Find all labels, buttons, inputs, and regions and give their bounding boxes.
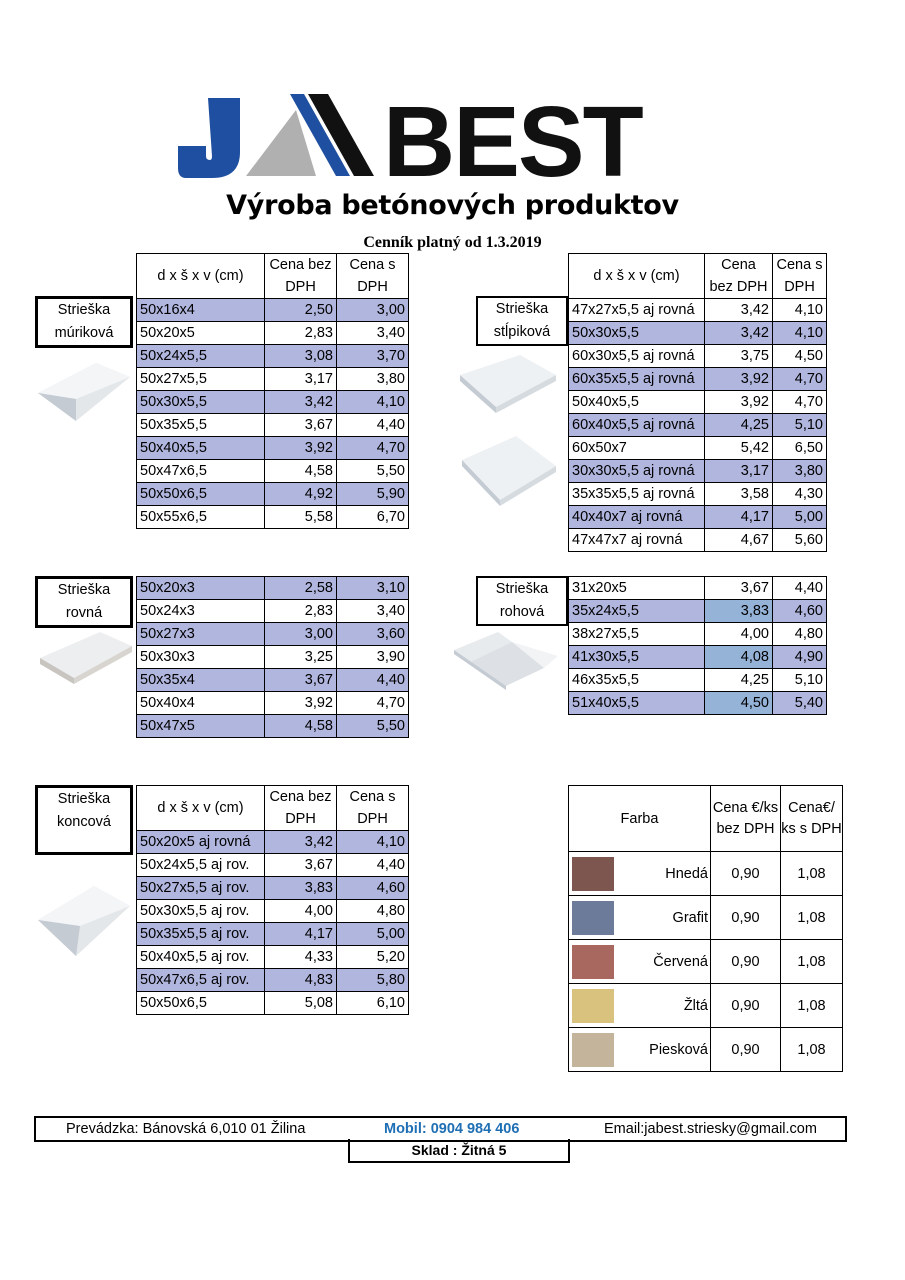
cell-dimensions: 50x50x6,5 (137, 992, 265, 1015)
cell-price-inc-vat: 5,00 (773, 506, 827, 529)
header-dims: d x š x v (cm) (137, 254, 265, 299)
footer-email[interactable]: Email:jabest.striesky@gmail.com (604, 1121, 817, 1137)
price-row (569, 345, 827, 368)
label-koncova: Strieška koncová (35, 785, 133, 855)
cell-price-inc-vat: 4,40 (773, 577, 827, 600)
header-price-inc: Cena s DPH (773, 254, 827, 299)
color-swatch (572, 1033, 614, 1067)
price-row (137, 414, 409, 437)
cell-price-inc-vat: 6,10 (337, 992, 409, 1015)
price-row (137, 345, 409, 368)
cell-price-inc-vat: 3,10 (337, 577, 409, 600)
table-colors (568, 785, 843, 1072)
header-dims: d x š x v (cm) (569, 254, 705, 299)
cell-dimensions: 50x47x5 (137, 715, 265, 738)
color-row (569, 984, 843, 1028)
cell-price-ex-vat: 3,25 (265, 646, 337, 669)
cell-dimensions: 50x16x4 (137, 299, 265, 322)
cell-dimensions: 47x27x5,5 aj rovná (569, 299, 705, 322)
price-row (569, 692, 827, 715)
cell-price-ex-vat: 4,33 (265, 946, 337, 969)
cell-price-ex-vat: 3,92 (705, 391, 773, 414)
header-dims: d x š x v (cm) (137, 786, 265, 831)
price-row (137, 877, 409, 900)
price-row (137, 854, 409, 877)
cell-price-ex-vat: 4,17 (705, 506, 773, 529)
cell-price-inc-vat: 3,80 (337, 368, 409, 391)
cell-price-ex-vat: 4,00 (265, 900, 337, 923)
header-price-inc: Cena s DPH (337, 786, 409, 831)
color-row (569, 1028, 843, 1072)
cell-dimensions: 50x24x3 (137, 600, 265, 623)
cell-dimensions: 50x27x5,5 aj rov. (137, 877, 265, 900)
cell-dimensions: 60x30x5,5 aj rovná (569, 345, 705, 368)
footer-sklad: Sklad : Žitná 5 (348, 1139, 570, 1163)
cell-dimensions: 50x35x5,5 aj rov. (137, 923, 265, 946)
cell-price-inc-vat: 5,40 (773, 692, 827, 715)
price-row (137, 299, 409, 322)
cell-price-inc-vat: 4,40 (337, 669, 409, 692)
cell-color (569, 1028, 711, 1072)
cell-color (569, 940, 711, 984)
cell-dimensions: 50x35x4 (137, 669, 265, 692)
cell-dimensions: 50x30x5,5 (137, 391, 265, 414)
cell-price-inc-vat: 3,70 (337, 345, 409, 368)
cell-price-ex-vat: 4,00 (705, 623, 773, 646)
price-row (137, 577, 409, 600)
cell-price-inc-vat: 3,90 (337, 646, 409, 669)
cell-price-ex-vat: 2,58 (265, 577, 337, 600)
price-row (569, 368, 827, 391)
cell-price-inc-vat: 4,90 (773, 646, 827, 669)
color-row (569, 852, 843, 896)
price-row (569, 391, 827, 414)
table-koncova (136, 785, 409, 1015)
price-row (137, 460, 409, 483)
price-row (137, 506, 409, 529)
price-row (137, 391, 409, 414)
cell-price-inc-vat: 6,70 (337, 506, 409, 529)
table-rovna (136, 576, 409, 738)
cell-price-inc-vat: 4,40 (337, 854, 409, 877)
cell-price-ex-vat: 4,83 (265, 969, 337, 992)
cell-color-price-ex-vat: 0,90 (711, 984, 781, 1028)
table-murikova (136, 253, 409, 529)
cell-price-ex-vat: 3,00 (265, 623, 337, 646)
cell-price-inc-vat: 5,10 (773, 669, 827, 692)
cell-price-ex-vat: 3,08 (265, 345, 337, 368)
cell-dimensions: 60x40x5,5 aj rovná (569, 414, 705, 437)
price-row (569, 529, 827, 552)
cell-color-price-inc-vat: 1,08 (781, 1028, 843, 1072)
cell-price-inc-vat: 5,50 (337, 460, 409, 483)
cell-price-inc-vat: 5,10 (773, 414, 827, 437)
cell-dimensions: 50x47x6,5 aj rov. (137, 969, 265, 992)
price-row (137, 368, 409, 391)
cell-price-ex-vat: 3,67 (265, 854, 337, 877)
color-swatch (572, 989, 614, 1023)
cell-color-price-ex-vat: 0,90 (711, 852, 781, 896)
cell-price-inc-vat: 6,50 (773, 437, 827, 460)
cell-price-inc-vat: 3,60 (337, 623, 409, 646)
price-row (137, 900, 409, 923)
cell-price-ex-vat: 4,50 (705, 692, 773, 715)
cell-dimensions: 50x55x6,5 (137, 506, 265, 529)
cell-price-ex-vat: 3,67 (265, 414, 337, 437)
cell-price-inc-vat: 4,50 (773, 345, 827, 368)
cell-price-inc-vat: 4,60 (773, 600, 827, 623)
price-row (569, 322, 827, 345)
price-row (569, 577, 827, 600)
price-row (137, 715, 409, 738)
price-row (137, 322, 409, 345)
color-name: Piesková (649, 1041, 708, 1058)
cell-dimensions: 50x30x3 (137, 646, 265, 669)
company-subtitle: Výroba betónových produktov (226, 190, 679, 221)
cell-price-ex-vat: 3,92 (265, 692, 337, 715)
header-price-ex: Cena bez DPH (265, 254, 337, 299)
cell-color (569, 984, 711, 1028)
color-name: Červená (653, 953, 708, 970)
murikova-product-image (36, 355, 132, 425)
cell-dimensions: 50x20x5 (137, 322, 265, 345)
footer-mobile[interactable]: Mobil: 0904 984 406 (384, 1121, 520, 1137)
cell-price-inc-vat: 4,70 (337, 692, 409, 715)
cell-price-inc-vat: 5,50 (337, 715, 409, 738)
cell-price-inc-vat: 4,30 (773, 483, 827, 506)
price-row (137, 923, 409, 946)
price-row (137, 600, 409, 623)
cell-price-ex-vat: 2,50 (265, 299, 337, 322)
cell-color-price-ex-vat: 0,90 (711, 896, 781, 940)
cell-price-ex-vat: 5,42 (705, 437, 773, 460)
cell-price-inc-vat: 3,40 (337, 600, 409, 623)
cell-dimensions: 50x30x5,5 (569, 322, 705, 345)
cell-price-ex-vat: 3,42 (265, 391, 337, 414)
header-farba: Farba (569, 786, 711, 852)
cell-price-inc-vat: 5,90 (337, 483, 409, 506)
cell-price-inc-vat: 3,40 (337, 322, 409, 345)
cell-price-inc-vat: 4,70 (337, 437, 409, 460)
cell-dimensions: 35x35x5,5 aj rovná (569, 483, 705, 506)
cell-dimensions: 47x47x7 aj rovná (569, 529, 705, 552)
cell-dimensions: 50x50x6,5 (137, 483, 265, 506)
cell-price-inc-vat: 3,00 (337, 299, 409, 322)
cell-dimensions: 50x40x5,5 aj rov. (137, 946, 265, 969)
table-rohova (568, 576, 827, 715)
cell-price-inc-vat: 5,80 (337, 969, 409, 992)
cell-color-price-inc-vat: 1,08 (781, 940, 843, 984)
color-name: Hnedá (665, 865, 708, 882)
cell-price-inc-vat: 4,60 (337, 877, 409, 900)
color-name: Žltá (683, 997, 708, 1014)
price-row (137, 946, 409, 969)
price-row (569, 414, 827, 437)
price-row (137, 646, 409, 669)
color-swatch (572, 857, 614, 891)
cell-price-inc-vat: 4,10 (337, 831, 409, 854)
cell-price-inc-vat: 4,10 (773, 299, 827, 322)
label-rohova: Strieška rohová (476, 576, 568, 626)
cell-dimensions: 50x40x4 (137, 692, 265, 715)
price-row (137, 483, 409, 506)
cell-dimensions: 50x40x5,5 (137, 437, 265, 460)
price-row (137, 831, 409, 854)
cell-price-ex-vat: 3,42 (705, 299, 773, 322)
cell-price-ex-vat: 3,42 (265, 831, 337, 854)
cell-price-ex-vat: 5,08 (265, 992, 337, 1015)
stlpikova-product-image-2 (458, 430, 560, 510)
color-swatch (572, 945, 614, 979)
price-row (569, 600, 827, 623)
cell-price-ex-vat: 4,58 (265, 460, 337, 483)
cell-dimensions: 50x20x3 (137, 577, 265, 600)
cell-dimensions: 50x27x5,5 (137, 368, 265, 391)
cell-price-ex-vat: 4,58 (265, 715, 337, 738)
cell-price-inc-vat: 4,70 (773, 368, 827, 391)
cell-dimensions: 46x35x5,5 (569, 669, 705, 692)
cell-price-ex-vat: 4,92 (265, 483, 337, 506)
validity-date: Cenník platný od 1.3.2019 (363, 234, 542, 251)
rohova-product-image (452, 628, 562, 690)
cell-color-price-inc-vat: 1,08 (781, 896, 843, 940)
cell-dimensions: 50x30x5,5 aj rov. (137, 900, 265, 923)
cell-price-ex-vat: 3,17 (705, 460, 773, 483)
price-row (569, 437, 827, 460)
cell-price-inc-vat: 5,20 (337, 946, 409, 969)
cell-price-inc-vat: 4,10 (773, 322, 827, 345)
cell-dimensions: 31x20x5 (569, 577, 705, 600)
jabest-logo (178, 90, 698, 182)
rovna-product-image (38, 628, 134, 690)
price-row (569, 646, 827, 669)
cell-dimensions: 50x20x5 aj rovná (137, 831, 265, 854)
header-price-inc: Cena s DPH (337, 254, 409, 299)
cell-price-inc-vat: 4,70 (773, 391, 827, 414)
color-row (569, 896, 843, 940)
price-row (137, 437, 409, 460)
logo-letter-j (178, 98, 240, 178)
price-row (137, 669, 409, 692)
cell-price-ex-vat: 3,83 (705, 600, 773, 623)
color-swatch (572, 901, 614, 935)
color-name: Grafit (672, 909, 708, 926)
cell-price-ex-vat: 3,92 (705, 368, 773, 391)
price-row (569, 506, 827, 529)
cell-price-ex-vat: 2,83 (265, 600, 337, 623)
cell-dimensions: 50x24x5,5 aj rov. (137, 854, 265, 877)
cell-price-ex-vat: 4,25 (705, 414, 773, 437)
price-row (569, 460, 827, 483)
cell-price-inc-vat: 5,00 (337, 923, 409, 946)
cell-dimensions: 50x35x5,5 (137, 414, 265, 437)
stlpikova-product-image-1 (456, 345, 560, 415)
cell-color-price-inc-vat: 1,08 (781, 852, 843, 896)
header-color-price-inc: Cena€/ ks s DPH (781, 786, 843, 852)
price-row (137, 692, 409, 715)
cell-price-inc-vat: 4,40 (337, 414, 409, 437)
cell-price-ex-vat: 5,58 (265, 506, 337, 529)
cell-price-ex-vat: 4,67 (705, 529, 773, 552)
cell-price-inc-vat: 4,10 (337, 391, 409, 414)
price-row (569, 669, 827, 692)
cell-price-ex-vat: 3,75 (705, 345, 773, 368)
cell-dimensions: 38x27x5,5 (569, 623, 705, 646)
cell-price-ex-vat: 2,83 (265, 322, 337, 345)
label-stlpikova: Strieška stĺpiková (476, 296, 568, 346)
cell-color-price-ex-vat: 0,90 (711, 940, 781, 984)
cell-color-price-ex-vat: 0,90 (711, 1028, 781, 1072)
cell-color (569, 896, 711, 940)
cell-price-ex-vat: 3,17 (265, 368, 337, 391)
color-row (569, 940, 843, 984)
price-row (569, 623, 827, 646)
price-row (569, 299, 827, 322)
header-price-ex: Cena bez DPH (705, 254, 773, 299)
header-price-ex: Cena bez DPH (265, 786, 337, 831)
footer-address: Prevádzka: Bánovská 6,010 01 Žilina (66, 1121, 306, 1137)
cell-price-ex-vat: 3,83 (265, 877, 337, 900)
cell-price-ex-vat: 4,17 (265, 923, 337, 946)
cell-price-ex-vat: 4,08 (705, 646, 773, 669)
cell-price-inc-vat: 5,60 (773, 529, 827, 552)
cell-price-ex-vat: 3,92 (265, 437, 337, 460)
label-murikova: Strieška múriková (35, 296, 133, 348)
price-row (137, 992, 409, 1015)
cell-dimensions: 60x35x5,5 aj rovná (569, 368, 705, 391)
cell-dimensions: 50x47x6,5 (137, 460, 265, 483)
cell-dimensions: 30x30x5,5 aj rovná (569, 460, 705, 483)
cell-dimensions: 40x40x7 aj rovná (569, 506, 705, 529)
cell-price-inc-vat: 4,80 (773, 623, 827, 646)
cell-color (569, 852, 711, 896)
cell-color-price-inc-vat: 1,08 (781, 984, 843, 1028)
koncova-product-image (36, 880, 132, 960)
cell-price-ex-vat: 3,58 (705, 483, 773, 506)
logo-best-text: BEST (383, 90, 642, 182)
cell-price-ex-vat: 3,67 (265, 669, 337, 692)
price-row (137, 969, 409, 992)
cell-price-inc-vat: 3,80 (773, 460, 827, 483)
price-row (569, 483, 827, 506)
table-stlpikova (568, 253, 827, 552)
cell-price-ex-vat: 4,25 (705, 669, 773, 692)
cell-dimensions: 51x40x5,5 (569, 692, 705, 715)
cell-dimensions: 41x30x5,5 (569, 646, 705, 669)
cell-price-ex-vat: 3,42 (705, 322, 773, 345)
label-rovna: Strieška rovná (35, 576, 133, 628)
header-color-price-ex: Cena €/ks bez DPH (711, 786, 781, 852)
cell-price-inc-vat: 4,80 (337, 900, 409, 923)
cell-dimensions: 35x24x5,5 (569, 600, 705, 623)
price-row (137, 623, 409, 646)
cell-dimensions: 50x27x3 (137, 623, 265, 646)
cell-dimensions: 60x50x7 (569, 437, 705, 460)
cell-price-ex-vat: 3,67 (705, 577, 773, 600)
cell-dimensions: 50x40x5,5 (569, 391, 705, 414)
cell-dimensions: 50x24x5,5 (137, 345, 265, 368)
